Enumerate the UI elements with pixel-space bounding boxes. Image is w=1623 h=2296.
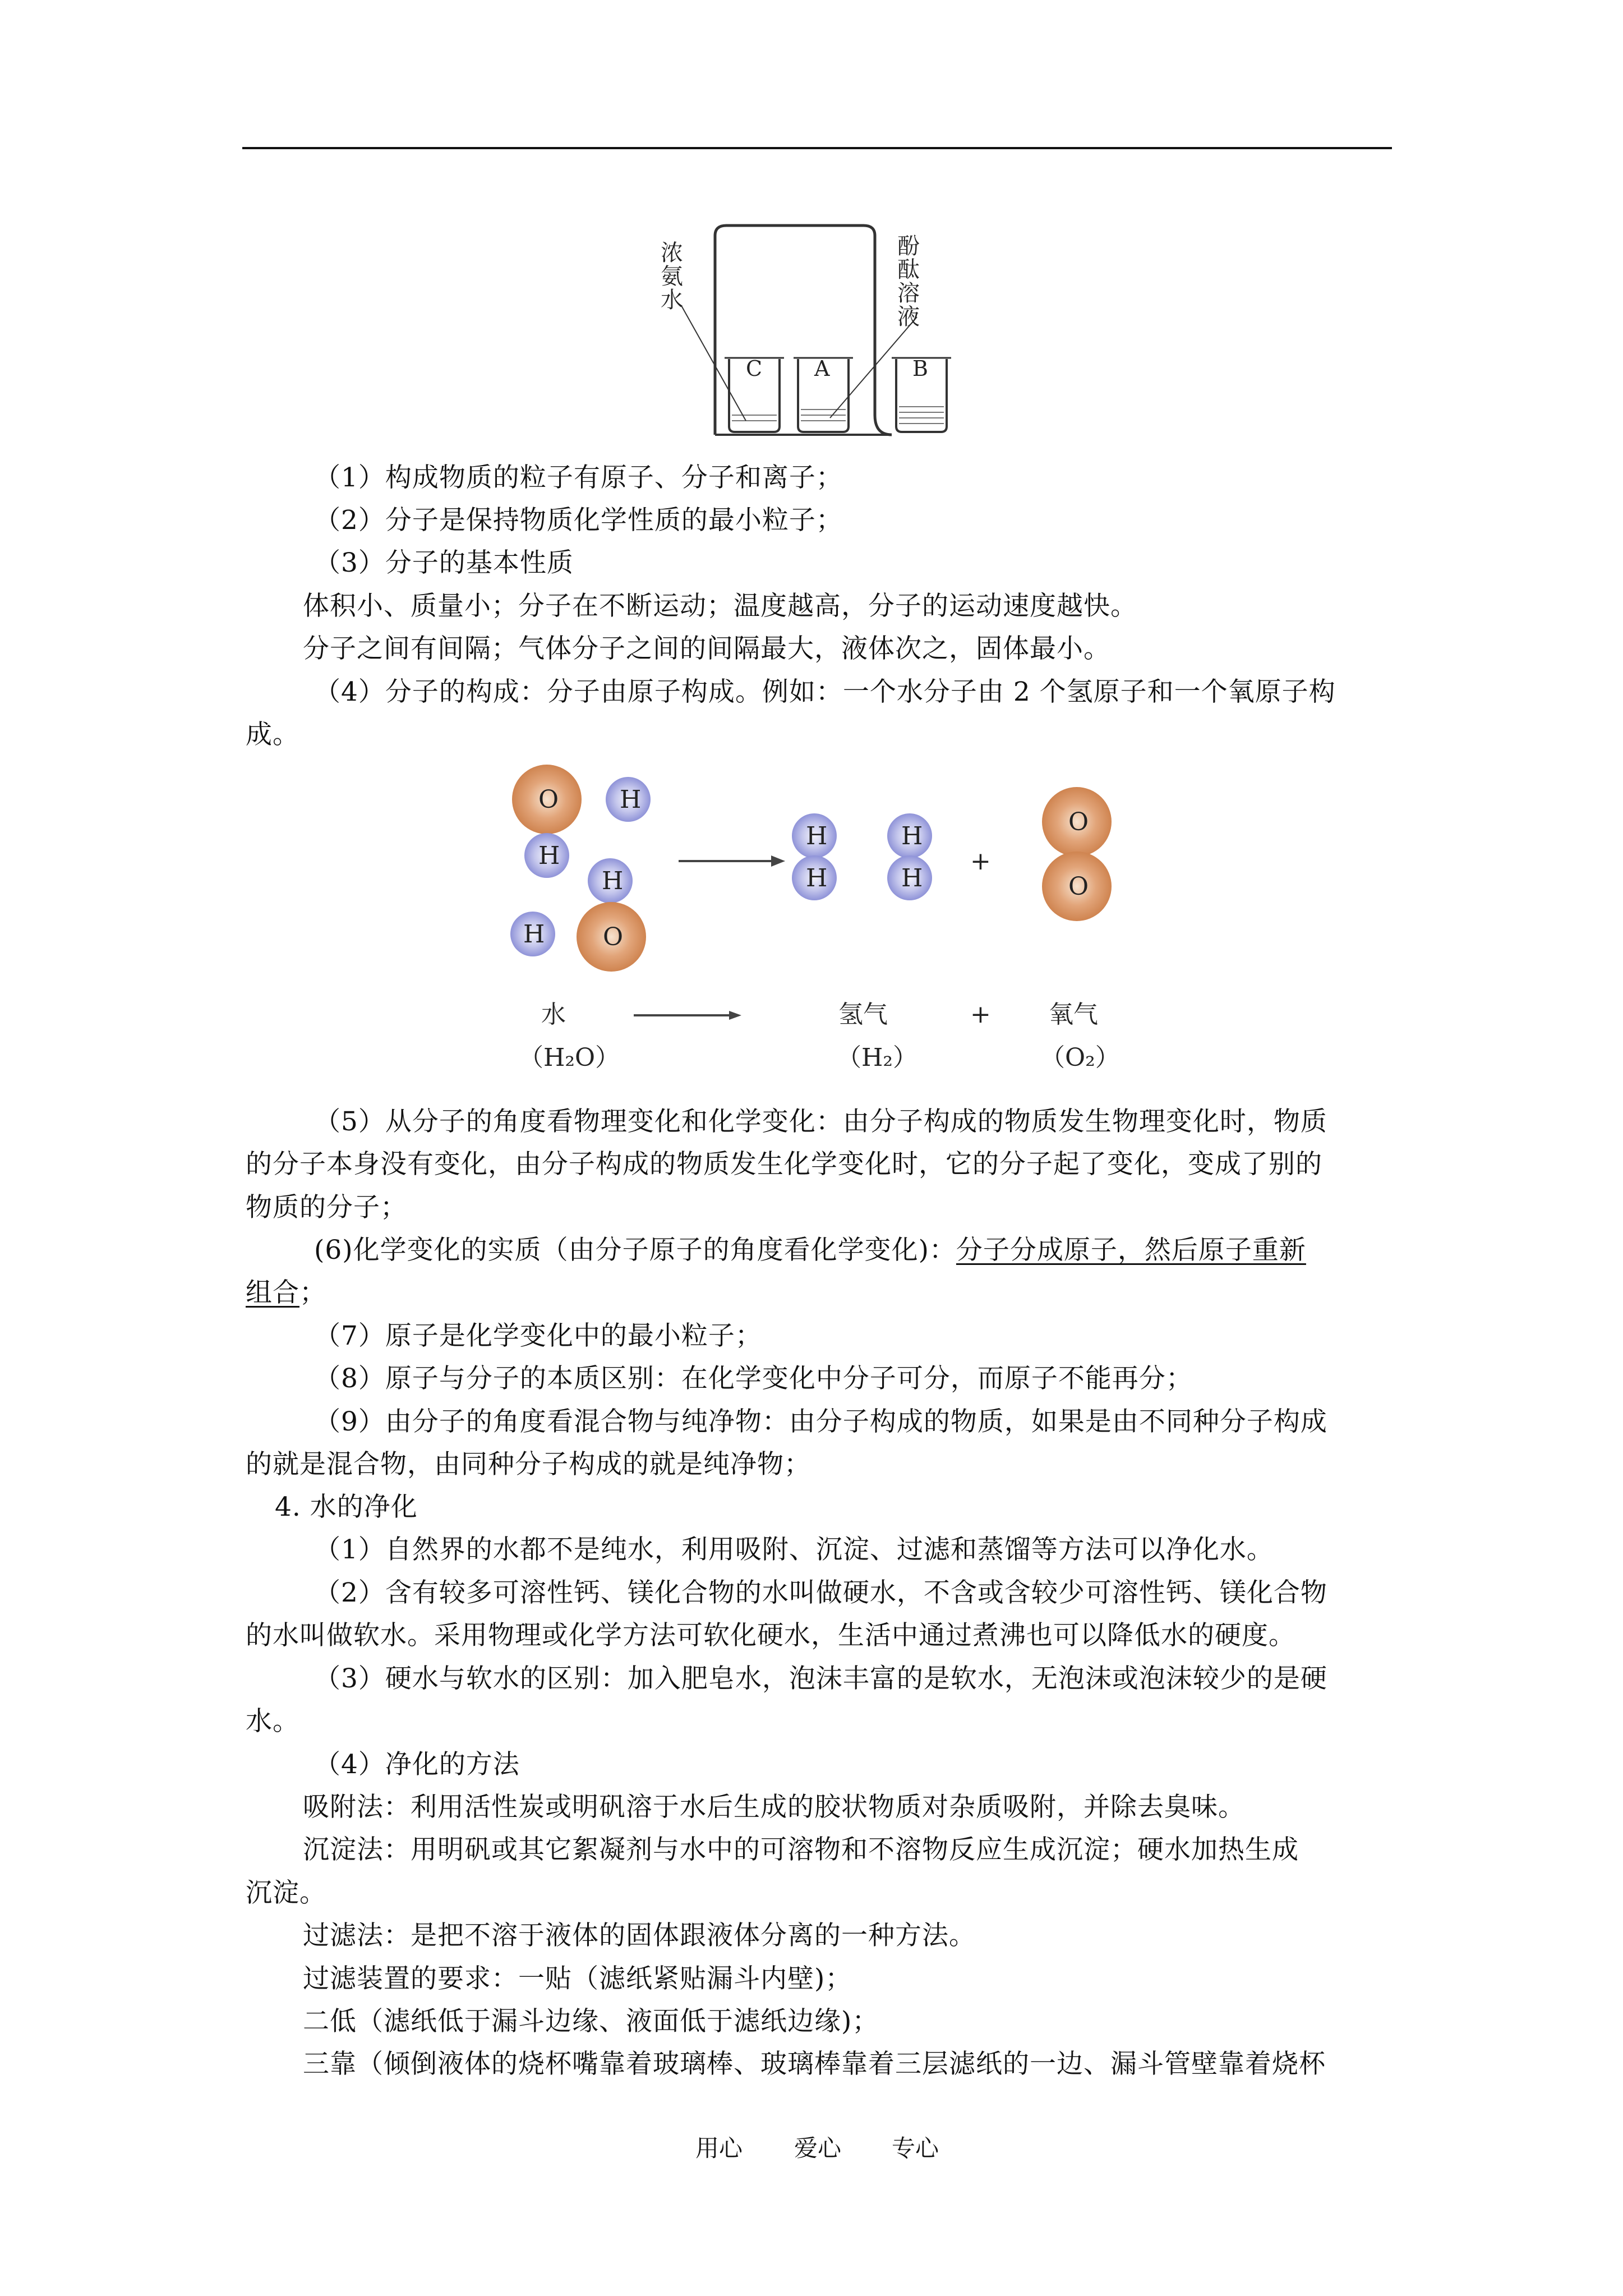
text-line: 的分子本身没有变化，由分子构成的物质发生化学变化时，它的分子起了变化，变成了别的 <box>246 1149 1322 1180</box>
page-footer <box>0 2130 1623 2164</box>
hydrogen-formula: （H₂） <box>837 1043 918 1072</box>
text-line: 物质的分子； <box>246 1192 407 1223</box>
text-line: （4）分子的构成：分子由原子构成。例如：一个水分子由 2 个氢原子和一个氧原子构 <box>314 677 1336 707</box>
text-line: （2）含有较多可溶性钙、镁化合物的水叫做硬水，不含或含较少可溶性钙、镁化合物 <box>314 1577 1327 1608</box>
beaker-a-label: A <box>814 356 830 381</box>
ammonia-label: 浓氨水 <box>661 240 683 313</box>
plus-sign-2: + <box>970 1000 991 1029</box>
text-line: （1）自然界的水都不是纯水，利用吸附、沉淀、过滤和蒸馏等方法可以净化水。 <box>314 1534 1274 1565</box>
text-line: 的水叫做软水。采用物理或化学方法可软化硬水，生活中通过煮沸也可以降低水的硬度。 <box>246 1620 1295 1651</box>
text-line: （9）由分子的角度看混合物与纯净物：由分子构成的物质，如果是由不同种分子构成 <box>314 1406 1327 1437</box>
atom-h: H <box>901 864 923 892</box>
text-line: 过滤装置的要求：一贴（滤纸紧贴漏斗内壁)； <box>303 1963 852 1994</box>
atom-h: H <box>806 864 828 892</box>
text-line: 沉淀法：用明矾或其它絮凝剂与水中的可溶物和不溶物反应生成沉淀；硬水加热生成 <box>303 1834 1299 1865</box>
atom-o: O <box>538 785 559 814</box>
oxygen-word: 氧气 <box>1049 1000 1098 1029</box>
molecule-diagram <box>488 763 1150 1077</box>
beaker-c-label: C <box>746 356 763 381</box>
footer-item: 爱心 <box>794 2134 842 2162</box>
underlined-text: 分子分成原子，然后原子重新 <box>956 1235 1306 1266</box>
atom-h: H <box>901 822 923 850</box>
ammonia-experiment-figure <box>662 213 965 443</box>
atom-h: H <box>620 785 642 814</box>
atom-o: O <box>1068 808 1089 836</box>
header-rule <box>242 147 1392 149</box>
text-line: 二低（滤纸低于漏斗边缘、液面低于滤纸边缘)； <box>303 2006 879 2037</box>
text-line: 分子之间有间隔；气体分子之间的间隔最大，液体次之，固体最小。 <box>303 633 1110 664</box>
atom-h: H <box>538 841 560 870</box>
atom-h: H <box>806 822 828 850</box>
text-segment: (6)化学变化的实质（由分子原子的角度看化学变化)： <box>314 1235 956 1266</box>
text-segment: ； <box>299 1277 326 1308</box>
beaker-b-label: B <box>912 356 928 381</box>
atom-h: H <box>523 920 545 949</box>
oxygen-formula: （O₂） <box>1040 1043 1120 1072</box>
atom-o: O <box>1068 872 1089 901</box>
text-line: （8）原子与分子的本质区别：在化学变化中分子可分，而原子不能再分； <box>314 1363 1193 1394</box>
underlined-text: 组合 <box>246 1277 299 1308</box>
water-word: 水 <box>541 1000 566 1029</box>
text-line: 沉淀。 <box>246 1878 326 1908</box>
text-line: （7）原子是化学变化中的最小粒子； <box>314 1320 762 1351</box>
atom-h: H <box>602 867 624 895</box>
text-line: （1）构成物质的粒子有原子、分子和离子； <box>314 462 843 493</box>
text-line: 成。 <box>246 719 299 750</box>
text-line <box>246 1272 1394 1314</box>
plus-sign-1: + <box>970 847 991 876</box>
text-line: （3）分子的基本性质 <box>314 547 574 578</box>
text-line: （3）硬水与软水的区别：加入肥皂水，泡沫丰富的是软水，无泡沫或泡沫较少的是硬 <box>314 1663 1327 1694</box>
text-line: 吸附法：利用活性炭或明矾溶于水后生成的胶状物质对杂质吸附，并除去臭味。 <box>303 1792 1245 1823</box>
text-line: （4）净化的方法 <box>314 1749 520 1780</box>
footer-item: 专心 <box>892 2134 939 2162</box>
atom-o: O <box>603 923 624 951</box>
text-line: 水。 <box>246 1706 299 1737</box>
text-line: （5）从分子的角度看物理变化和化学变化：由分子构成的物质发生物理变化时，物质 <box>314 1106 1327 1137</box>
text-line: 过滤法：是把不溶于液体的固体跟液体分离的一种方法。 <box>303 1920 976 1951</box>
footer-item: 用心 <box>695 2134 743 2162</box>
phenolphthalein-label: 酚酞溶液 <box>897 233 920 330</box>
text-line: 的就是混合物，由同种分子构成的就是纯净物； <box>246 1449 811 1480</box>
section-heading: 4. 水的净化 <box>275 1492 418 1522</box>
text-line: 体积小、质量小；分子在不断运动；温度越高，分子的运动速度越快。 <box>303 591 1137 622</box>
water-formula: （H₂O） <box>519 1043 620 1072</box>
water-decomposition-figure <box>488 763 1150 1077</box>
text-line <box>314 1229 1394 1272</box>
text-line: 三靠（倾倒液体的烧杯嘴靠着玻璃棒、玻璃棒靠着三层滤纸的一边、漏斗管壁靠着烧杯 <box>303 2049 1326 2079</box>
hydrogen-word: 氢气 <box>838 1000 888 1029</box>
text-line: （2）分子是保持物质化学性质的最小粒子； <box>314 505 843 536</box>
